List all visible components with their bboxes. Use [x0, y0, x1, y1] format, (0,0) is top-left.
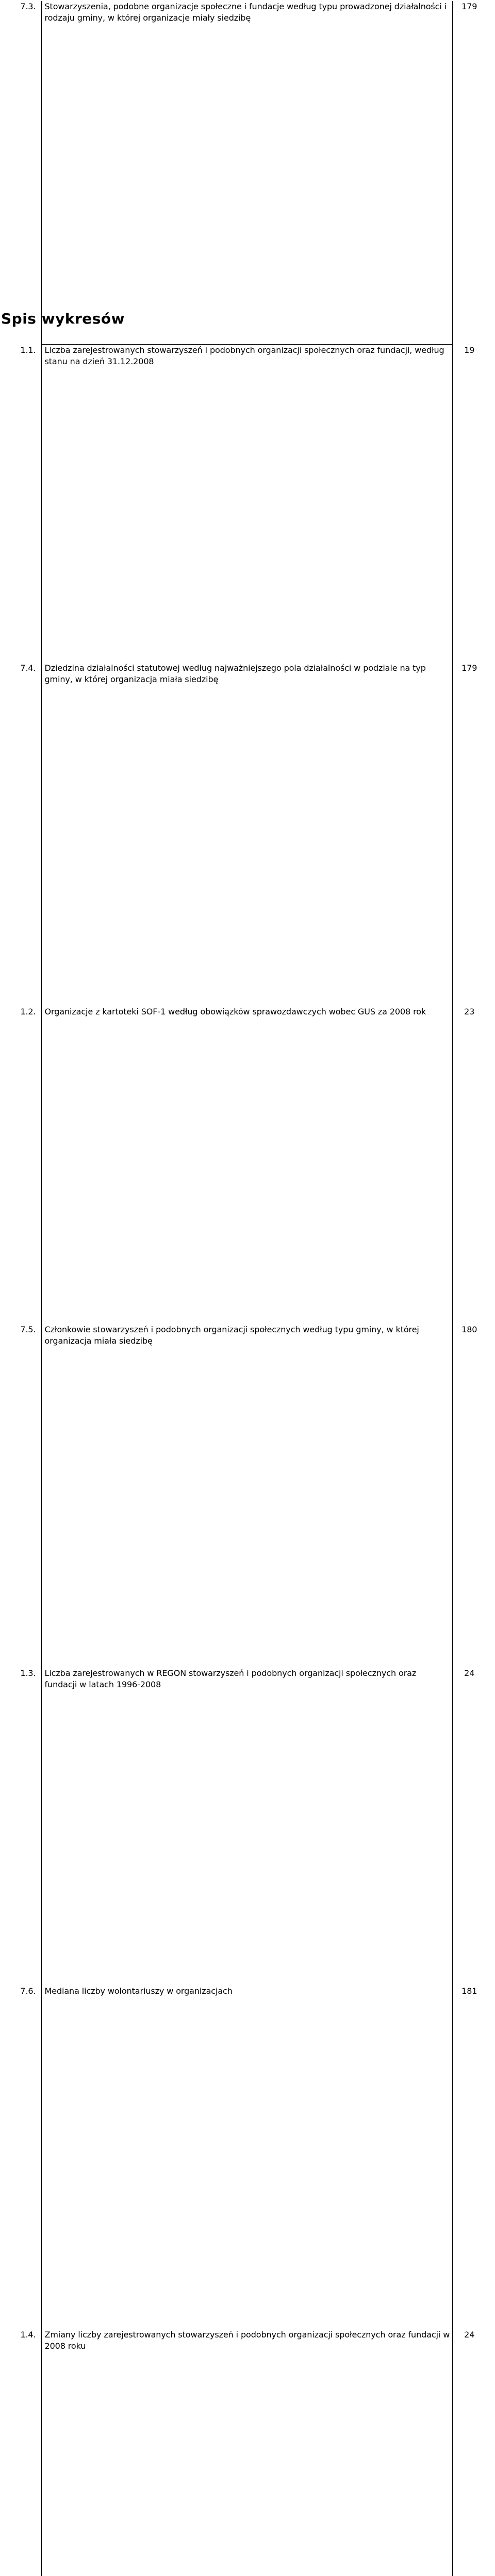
item-page: 23 [452, 1006, 486, 1668]
item-page: 24 [452, 2329, 486, 2576]
item-title: Dziedzina działalności statutowej według najważniejszego pola działalności w podziale na typ gminy, w której organizacja miała siedzibę [41, 663, 452, 1324]
item-page: 24 [452, 1668, 486, 2329]
list-item[interactable] [0, 1668, 486, 2329]
item-number: 7.4. [0, 663, 41, 1324]
item-number: 1.3. [0, 1668, 41, 2329]
item-number: 1.1. [0, 345, 41, 1006]
item-page: 180 [452, 1324, 486, 1986]
item-title: Liczba zarejestrowanych w REGON stowarzyszeń i podobnych organizacji społecznych oraz fundacji w latach 1996-2008 [41, 1668, 452, 2329]
item-page: 181 [452, 1986, 486, 2576]
list-item[interactable] [0, 345, 486, 1006]
item-number: 7.6. [0, 1986, 41, 2576]
item-title: Organizacje z kartoteki SOF-1 według obowiązków sprawozdawczych wobec GUS za 2008 rok [41, 1006, 452, 1668]
section-heading: Spis wykresów [1, 310, 125, 327]
item-number: 1.4. [0, 2329, 41, 2576]
item-title: Stowarzyszenia, podobne organizacje społeczne i fundacje według typu prowadzonej działalności i rodzaju gminy, w której organizacje miały siedzibę [41, 1, 452, 663]
item-title: Liczba zarejestrowanych stowarzyszeń i podobnych organizacji społecznych oraz fundacji, według stanu na dzień 31.12.2008 [41, 345, 452, 1006]
document-page [0, 0, 495, 662]
item-number: 7.5. [0, 1324, 41, 1986]
list-item[interactable] [0, 1006, 486, 1668]
item-number: 7.3. [0, 1, 41, 663]
item-page: 179 [452, 1, 486, 663]
charts-list [0, 344, 486, 2576]
item-title: Mediana liczby wolontariuszy w organizacjach [41, 1986, 452, 2576]
item-title: Zmiany liczby zarejestrowanych stowarzyszeń i podobnych organizacji społecznych oraz fundacji w 2008 roku [41, 2329, 452, 2576]
item-page: 179 [452, 663, 486, 1324]
list-item[interactable] [0, 2329, 486, 2576]
item-page: 19 [452, 345, 486, 1006]
item-number: 1.2. [0, 1006, 41, 1668]
item-title: Członkowie stowarzyszeń i podobnych organizacji społecznych według typu gminy, w której organizacja miała siedzibę [41, 1324, 452, 1986]
